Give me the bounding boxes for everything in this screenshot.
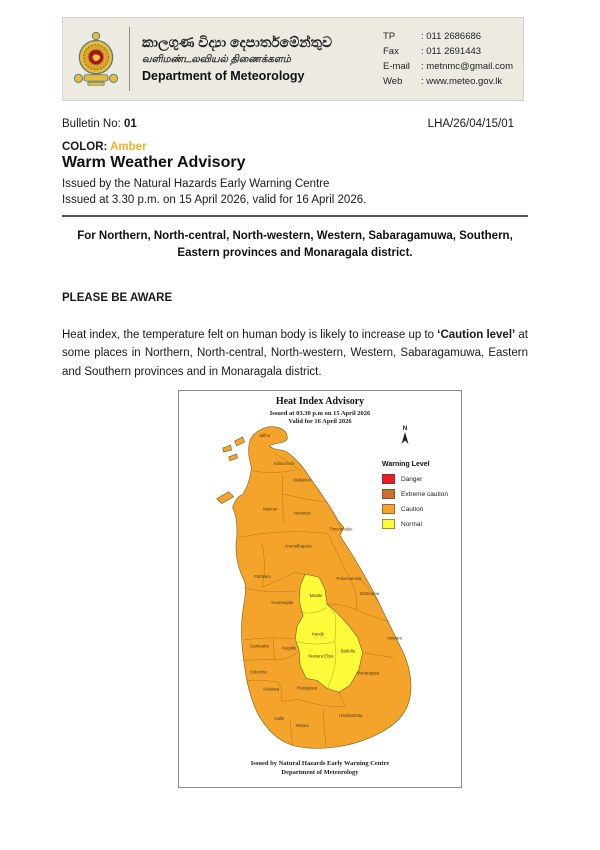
compass-arrow-icon (400, 432, 410, 445)
advisory-title: Warm Weather Advisory (62, 154, 246, 171)
advisory-body-paragraph: Heat index, the temperature felt on human body is likely to increase up to ‘Caution level’ at some places in Northern, North-central, North-western, Western, Sabaragamuwa, Eastern and Southern provinces and in Monaragala district. (62, 328, 529, 378)
please-be-aware-heading: PLEASE BE AWARE (62, 292, 173, 304)
district-label-kalutara: Kalutara (263, 686, 280, 692)
national-emblem-logo (63, 29, 129, 89)
district-label-vavuniya: Vavuniya (293, 510, 311, 516)
district-label-matara: Matara (295, 723, 309, 729)
caution-level-emphasis: ‘Caution level’ (437, 328, 516, 341)
map-footer-line2: Department of Meteorology (281, 769, 359, 776)
district-label-matale: Matale (309, 592, 323, 598)
contact-label: E-mail (383, 61, 410, 72)
letterhead (62, 17, 524, 101)
map-legend (382, 461, 448, 534)
dept-title-tamil: வளிமண்டலவியல் திணைக்களம் (142, 53, 291, 65)
heat-index-map-figure (178, 390, 462, 788)
dept-title-sinhala: කාලගුණ විද්‍යා දෙපාර්තමේන්තුව (142, 34, 333, 51)
contact-value-email: : metnmc@gmail.com (421, 61, 513, 72)
district-label-nuwara-eliya: Nuwara Eliya (308, 653, 334, 659)
legend-swatch (382, 489, 395, 499)
north-arrow (395, 425, 415, 450)
district-label-kilinochchi: Kilinochchi (274, 460, 295, 466)
map-footer-line1: Issued by Natural Hazards Early Warning Centre (250, 760, 390, 767)
horizontal-rule (62, 215, 528, 217)
district-label-ampara: Ampara (387, 635, 402, 641)
legend-row (382, 489, 448, 499)
legend-label: Normal (401, 520, 422, 528)
district-label-ratnapura: Ratnapura (297, 685, 318, 691)
district-label-puttalam: Puttalam (254, 574, 271, 580)
dept-title-english: Department of Meteorology (142, 68, 305, 83)
district-label-kurunegala: Kurunegala (271, 599, 294, 605)
district-label-hambantota: Hambantota (339, 713, 363, 719)
contact-value-phone: : 011 2686686 (421, 31, 482, 42)
contact-value-fax: : 011 2691443 (421, 46, 482, 57)
contact-label: Fax (383, 46, 399, 57)
affected-regions-text: For Northern, North-central, North-western, Western, Sabaragamuwa, Southern, Eastern provinces and Monaragala district. (77, 230, 513, 259)
contact-value-web: : www.meteo.gov.lk (421, 76, 503, 87)
district-label-polonnaruwa: Polonnaruwa (336, 576, 362, 582)
issued-by-line: Issued by the Natural Hazards Early Warning Centre (62, 178, 330, 190)
district-label-mannar: Mannar (263, 506, 278, 512)
issued-at-line: Issued at 3.30 p.m. on 15 April 2026, valid for 16 April 2026. (62, 194, 367, 206)
legend-title: Warning Level (382, 461, 430, 468)
bulletin-number: Bulletin No: 01 (62, 118, 137, 130)
contact-label: TP (383, 31, 396, 42)
district-label-monaragala: Monaragala (356, 670, 379, 676)
bulletin-row (62, 118, 514, 130)
district-label-galle: Galle (274, 716, 285, 722)
legend-label: Extreme caution (401, 490, 448, 498)
legend-label: Danger (401, 475, 423, 483)
color-status-line (62, 141, 147, 153)
district-label-batticaloa: Batticaloa (360, 590, 379, 596)
legend-swatch (382, 519, 395, 529)
map-title: Heat Index Advisory (275, 396, 365, 407)
district-label-trincomalee: Trincomalee (329, 526, 353, 532)
islet (235, 437, 245, 446)
district-label-mullaitivu: Mullaitivu (293, 477, 311, 483)
map-subtitle-issued: Issued at 03.30 p.m on 15 April 2026 (269, 410, 371, 417)
map-subtitle-valid: Valid for 16 April 2026 (288, 418, 352, 425)
color-label: COLOR: (62, 141, 111, 153)
legend-row (382, 474, 448, 484)
district-label-gampaha: Gampaha (250, 643, 269, 649)
district-label-badulla: Badulla (340, 648, 355, 654)
north-label: N (402, 425, 408, 432)
legend-row (382, 519, 448, 529)
district-label-jaffna: Jaffna (258, 433, 271, 439)
legend-items (382, 474, 448, 529)
bulletin-reference: LHA/26/04/15/01 (427, 118, 514, 130)
islet (223, 445, 232, 452)
district-label-colombo: Colombo (249, 669, 267, 675)
contact-details (381, 28, 515, 90)
contact-label: Web (383, 76, 403, 87)
map-footer (179, 759, 461, 777)
legend-row (382, 504, 448, 514)
district-label-kegalle: Kegalle (282, 645, 297, 651)
legend-swatch (382, 504, 395, 514)
sri-lanka-emblem-icon (72, 29, 120, 89)
color-value-amber: Amber (110, 141, 147, 153)
mannar-island (217, 492, 234, 504)
islet (229, 454, 238, 461)
district-label-anuradhapura: Anuradhapura (284, 543, 312, 549)
legend-label: Caution (401, 505, 424, 513)
legend-swatch (382, 474, 395, 484)
sri-lanka-map (179, 391, 461, 787)
district-label-kandy: Kandy (311, 631, 325, 637)
